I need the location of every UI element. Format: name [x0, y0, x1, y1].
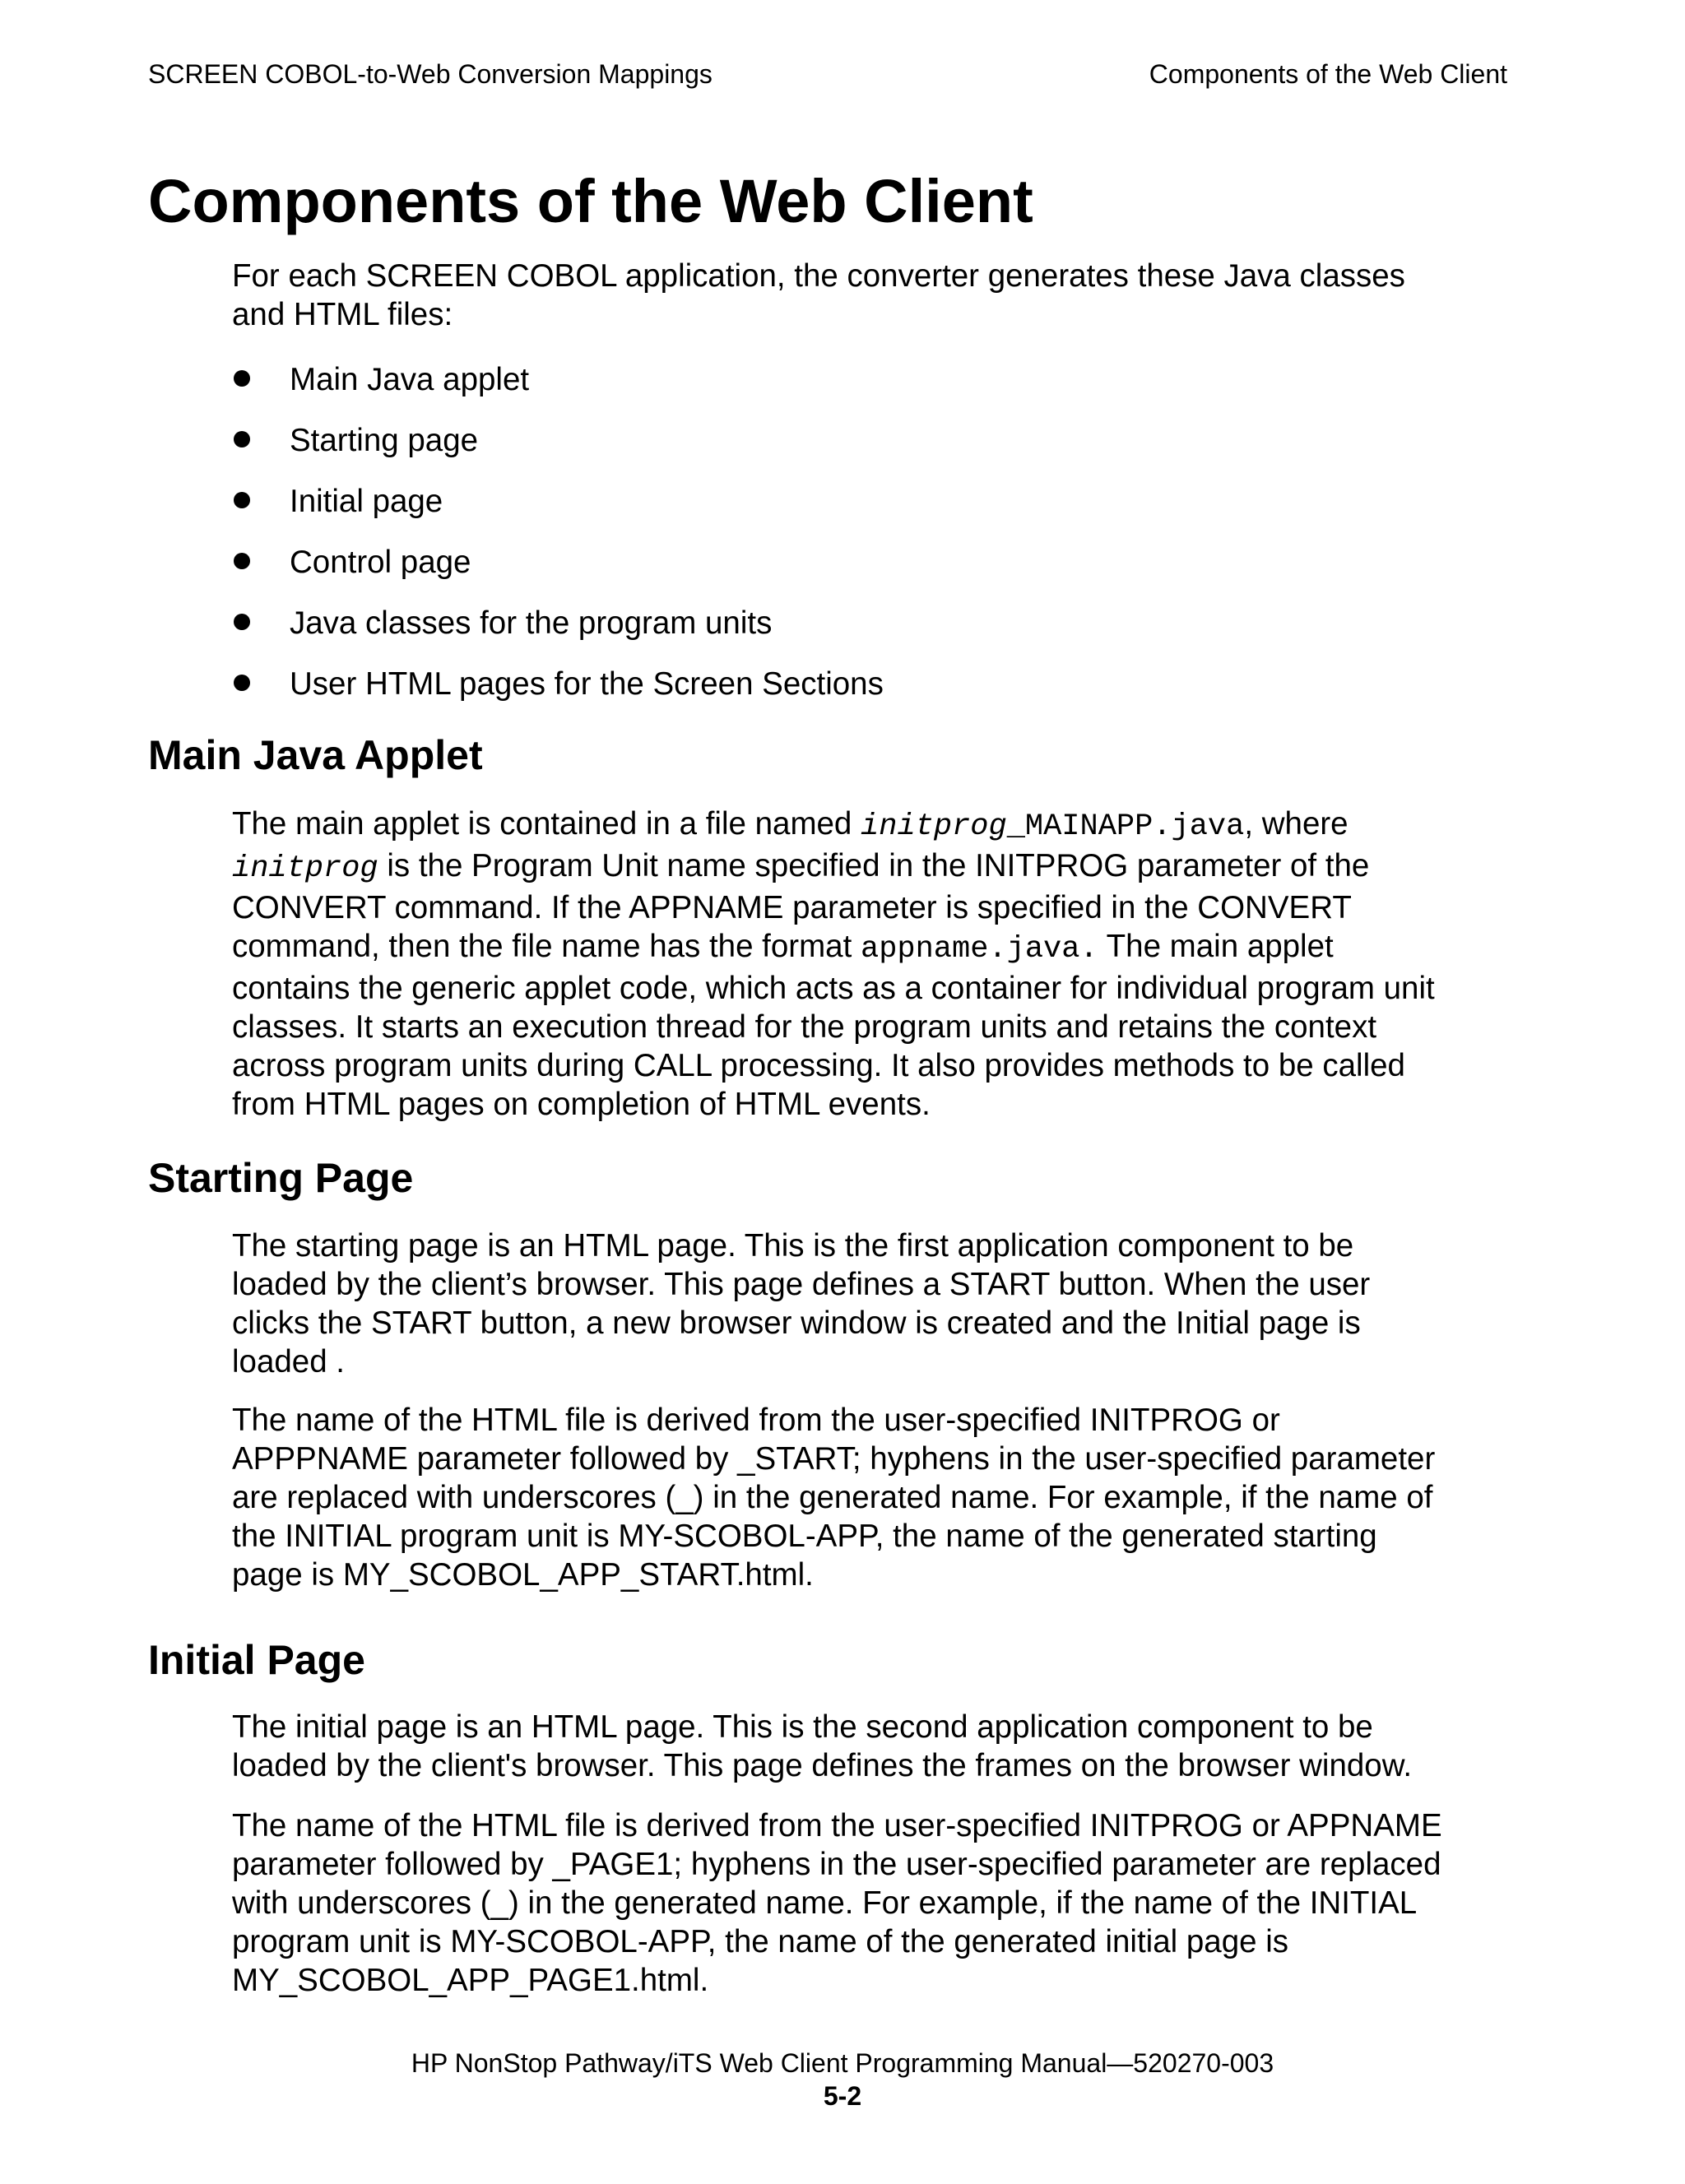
- list-item-label: Control page: [290, 545, 471, 580]
- paragraph-line: across program units during CALL processing. It also provides methods to be called: [232, 1048, 1405, 1083]
- paragraph-line: with underscores (_) in the generated name. For example, if the name of the INITIAL: [232, 1885, 1418, 1921]
- code-run: _MAINAPP.java: [1006, 809, 1245, 844]
- bullet-dot-icon: [234, 675, 250, 691]
- starting-page-paragraph-1: [232, 1226, 1516, 1381]
- paragraph-line: page is MY_SCOBOL_APP_START.html.: [232, 1557, 814, 1593]
- paragraph-line: loaded by the client's browser. This page defines the frames on the browser window.: [232, 1748, 1413, 1783]
- paragraph-line: classes. It starts an execution thread for the program units and retains the context: [232, 1009, 1377, 1045]
- footer-manual-title: HP NonStop Pathway/iTS Web Client Programming Manual—520270-003: [411, 2048, 1274, 2078]
- paragraph-line: The name of the HTML file is derived from the user-specified INITPROG or APPNAME: [232, 1808, 1442, 1843]
- paragraph-line: [232, 927, 1516, 969]
- text-run: , where: [1244, 806, 1348, 842]
- paragraph-line: The initial page is an HTML page. This is the second application component to be: [232, 1709, 1373, 1745]
- component-list: [232, 360, 884, 726]
- paragraph-line: The starting page is an HTML page. This is the first application component to be: [232, 1228, 1354, 1264]
- code-run: appname.java.: [860, 932, 1098, 967]
- running-header-left: SCREEN COBOL-to-Web Conversion Mappings: [148, 59, 713, 89]
- text-run: is the Program Unit name specified in the INITPROG parameter of the: [378, 848, 1370, 883]
- list-item: [232, 543, 884, 604]
- list-item-label: User HTML pages for the Screen Sections: [290, 666, 884, 702]
- text-run: The main applet is contained in a file named: [232, 806, 861, 842]
- page-title: Components of the Web Client: [148, 167, 1033, 235]
- paragraph-line: The name of the HTML file is derived from the user-specified INITPROG or: [232, 1403, 1280, 1438]
- list-item-label: Initial page: [290, 484, 443, 519]
- list-item-label: Starting page: [290, 423, 479, 458]
- paragraph-line: are replaced with underscores (_) in the generated name. For example, if the name of: [232, 1480, 1433, 1515]
- paragraph-line: loaded by the client’s browser. This page defines a START button. When the user: [232, 1267, 1371, 1302]
- bullet-dot-icon: [234, 431, 250, 447]
- text-run: command, then the file name has the format: [232, 929, 861, 964]
- bullet-dot-icon: [234, 370, 250, 387]
- paragraph-line: parameter followed by _PAGE1; hyphens in the user-specified parameter are replaced: [232, 1847, 1441, 1882]
- initial-page-paragraph-1: [232, 1708, 1516, 1785]
- paragraph-line: [232, 805, 1516, 846]
- running-header-right: Components of the Web Client: [1149, 59, 1507, 89]
- paragraph-line: contains the generic applet code, which acts as a container for individual program unit: [232, 971, 1435, 1006]
- intro-line: and HTML files:: [232, 297, 453, 332]
- intro-paragraph: [232, 257, 1516, 334]
- main-applet-paragraph: [232, 805, 1516, 1124]
- paragraph-line: MY_SCOBOL_APP_PAGE1.html.: [232, 1963, 709, 1998]
- list-item-label: Java classes for the program units: [290, 605, 773, 641]
- code-run: initprog: [861, 809, 1007, 844]
- paragraph-line: from HTML pages on completion of HTML events.: [232, 1087, 931, 1122]
- list-item: [232, 482, 884, 543]
- paragraph-line: program unit is MY-SCOBOL-APP, the name of the generated initial page is: [232, 1924, 1289, 1959]
- paragraph-line: loaded .: [232, 1344, 346, 1379]
- section-heading-main-java-applet: Main Java Applet: [148, 732, 483, 778]
- list-item: [232, 665, 884, 726]
- bullet-dot-icon: [234, 553, 250, 569]
- bullet-dot-icon: [234, 492, 250, 508]
- initial-page-paragraph-2: [232, 1806, 1516, 2000]
- text-run: The main applet: [1098, 929, 1334, 964]
- paragraph-line: clicks the START button, a new browser window is created and the Initial page is: [232, 1305, 1361, 1341]
- starting-page-paragraph-2: [232, 1401, 1516, 1594]
- code-run: initprog: [232, 851, 378, 886]
- list-item: [232, 421, 884, 482]
- paragraph-line: [232, 846, 1516, 888]
- list-item: [232, 360, 884, 421]
- footer-page-number: 5-2: [823, 2081, 862, 2111]
- bullet-dot-icon: [234, 614, 250, 630]
- section-heading-starting-page: Starting Page: [148, 1155, 414, 1201]
- paragraph-line: CONVERT command. If the APPNAME parameter is specified in the CONVERT: [232, 890, 1352, 925]
- paragraph-line: the INITIAL program unit is MY-SCOBOL-APP, the name of the generated starting: [232, 1519, 1377, 1554]
- paragraph-line: APPPNAME parameter followed by _START; hyphens in the user-specified parameter: [232, 1441, 1436, 1477]
- list-item-label: Main Java applet: [290, 362, 530, 397]
- intro-line: For each SCREEN COBOL application, the converter generates these Java classes: [232, 258, 1405, 294]
- list-item: [232, 604, 884, 665]
- section-heading-initial-page: Initial Page: [148, 1637, 365, 1683]
